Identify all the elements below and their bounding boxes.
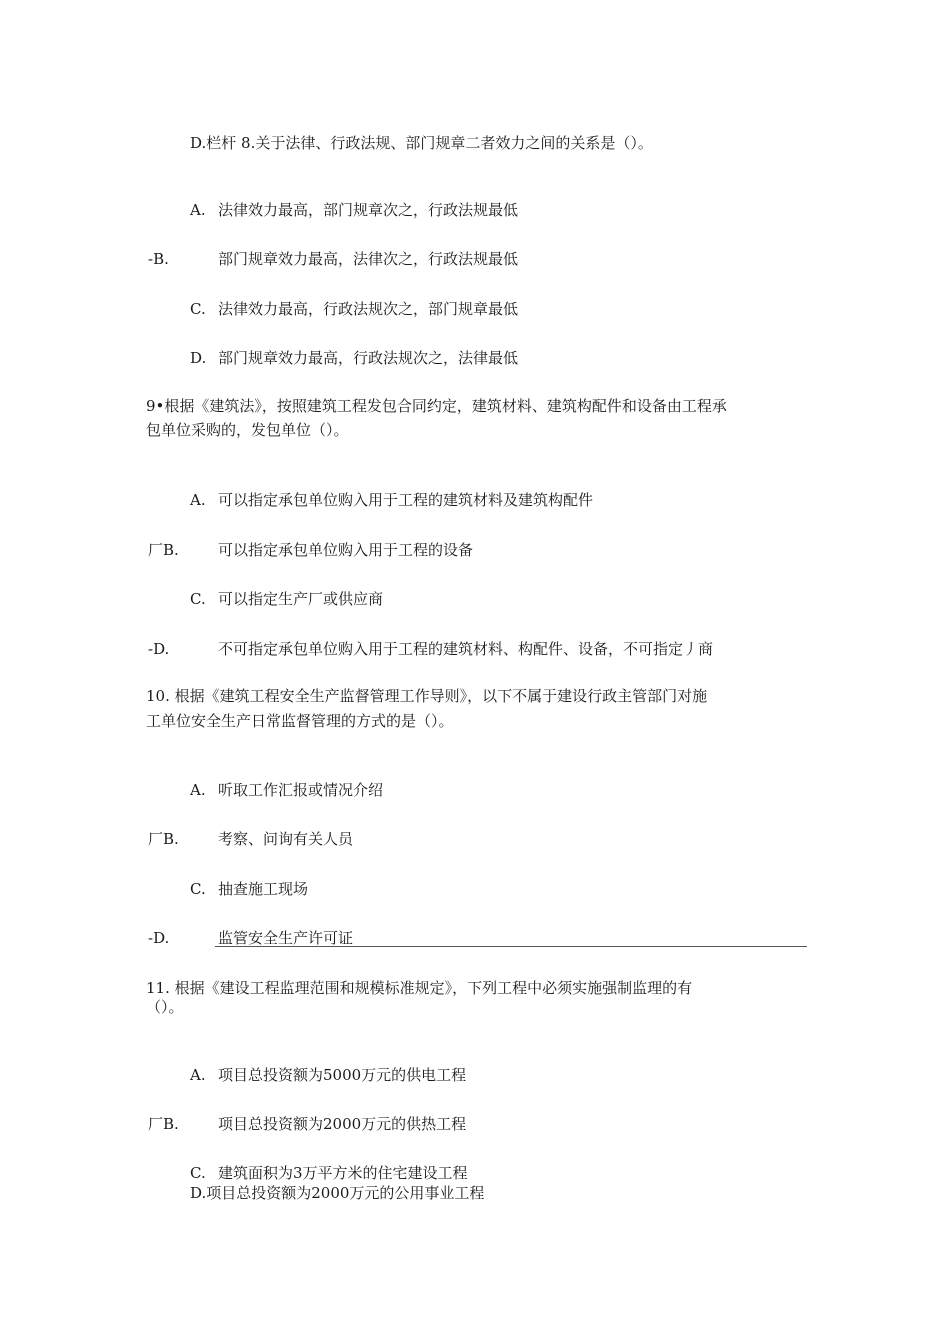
q9-option-b-mark: 厂B. [148, 541, 179, 559]
q9-option-b-text: 可以指定承包单位购入用于工程的设备 [218, 541, 474, 559]
q9-option-c-label: C. [190, 590, 206, 608]
q10-stem-line2: 工单位安全生产日常监督管理的方式的是（）。 [146, 712, 454, 730]
underline-divider [215, 946, 807, 947]
q9-option-a-text: 可以指定承包单位购入用于工程的建筑材料及建筑构配件 [218, 491, 594, 509]
q11-option-c-text: 建筑面积为3万平方米的住宅建设工程 [218, 1164, 468, 1182]
q8-option-c-text: 法律效力最高，行政法规次之，部门规章最低 [218, 300, 519, 318]
q8-option-a-label: A. [190, 201, 206, 219]
q10-option-a-label: A. [190, 781, 206, 799]
q8-intro: D.栏杆 8.关于法律、行政法规、部门规章二者效力之间的关系是（）。 [190, 134, 653, 152]
q9-stem-line1: 9•根据《建筑法》，按照建筑工程发包合同约定，建筑材料、建筑构配件和设备由工程承 [146, 397, 727, 415]
q8-option-b-text: 部门规章效力最高，法律次之，行政法规最低 [218, 250, 519, 268]
q11-option-b-mark: 厂B. [148, 1115, 179, 1133]
q10-option-c-label: C. [190, 880, 206, 898]
q8-option-b-mark: -B. [148, 250, 169, 268]
q11-option-c-label: C. [190, 1164, 206, 1182]
q9-option-d-mark: -D. [148, 640, 170, 658]
q10-option-d-mark: -D. [148, 929, 170, 947]
q11-stem-line2: （）。 [146, 998, 184, 1016]
q11-option-a-text: 项目总投资额为5000万元的供电工程 [218, 1066, 467, 1084]
q10-option-d-text: 监管安全生产许可证 [218, 929, 354, 947]
q10-option-c-text: 抽查施工现场 [218, 880, 309, 898]
q8-option-c-label: C. [190, 300, 206, 318]
q9-stem-line2: 包单位采购的，发包单位（）。 [146, 421, 349, 439]
q10-option-a-text: 听取工作汇报或情况介绍 [218, 781, 384, 799]
q11-stem-line1: 11. 根据《建设工程监理范围和规模标准规定》，下列工程中必须实施强制监理的有 [146, 979, 693, 997]
q8-option-a-text: 法律效力最高，部门规章次之，行政法规最低 [218, 201, 519, 219]
q8-option-d-label: D. [190, 349, 207, 367]
q10-stem-line1: 10. 根据《建筑工程安全生产监督管理工作导则》，以下不属于建设行政主管部门对施 [146, 687, 708, 705]
q10-option-b-text: 考察、问询有关人员 [218, 830, 354, 848]
q11-option-a-label: A. [190, 1066, 206, 1084]
q11-option-b-text: 项目总投资额为2000万元的供热工程 [218, 1115, 467, 1133]
q9-option-a-label: A. [190, 491, 206, 509]
q9-option-d-text: 不可指定承包单位购入用于工程的建筑材料、构配件、设备，不可指定丿商 [218, 640, 714, 658]
q8-option-d-text: 部门规章效力最高，行政法规次之，法律最低 [218, 349, 519, 367]
q9-option-c-text: 可以指定生产厂或供应商 [218, 590, 384, 608]
q10-option-b-mark: 厂B. [148, 830, 179, 848]
q11-option-d-line: D.项目总投资额为2000万元的公用事业工程 [190, 1184, 485, 1202]
